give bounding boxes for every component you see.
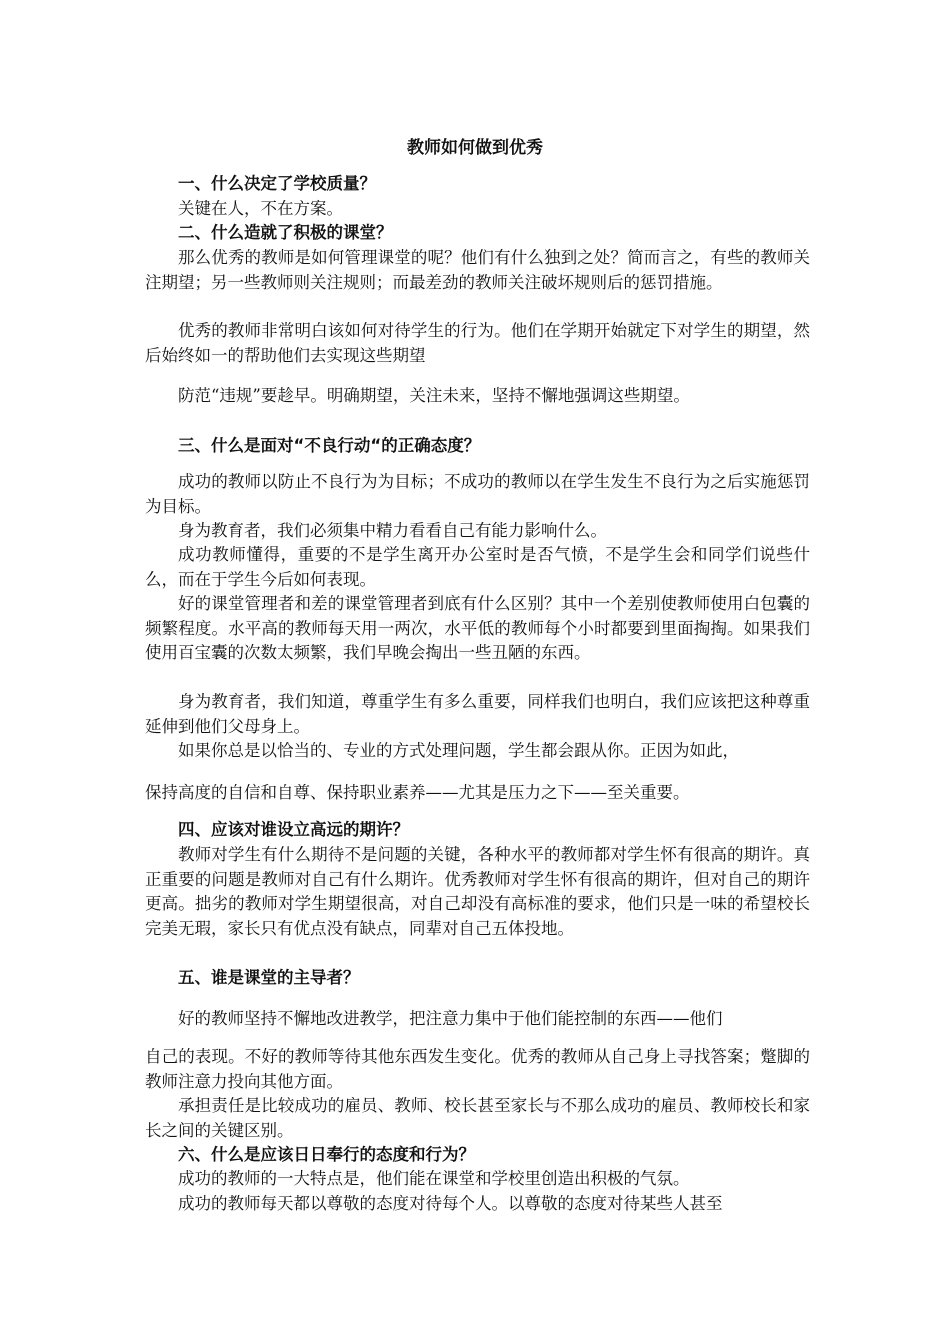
paragraph: 好的教师坚持不懈地改进教学，把注意力集中于他们能控制的东西——他们: [178, 1009, 723, 1028]
paragraph: 成功的教师每天都以尊敬的态度对待每个人。以尊敬的态度对待某些人甚至: [178, 1194, 723, 1213]
section-heading-1: 一、什么决定了学校质量？: [178, 174, 376, 193]
section-heading-6: 六、什么是应该日日奉行的态度和行为？: [178, 1145, 475, 1164]
paragraph: 关键在人，不在方案。: [178, 199, 343, 218]
paragraph: 好的课堂管理者和差的课堂管理者到底有什么区别？其中一个差别使教师使用白包囊的频繁程度。水平高的教师每天用一两次，水平低的教师每个小时都要到里面掏掏。如果我们使用百宝囊的次数太频繁，我们早晚会掏出一些丑陋的东西。: [145, 594, 810, 662]
paragraph: 成功教师懂得，重要的不是学生离开办公室时是否气愤，不是学生会和同学们说些什么，而在于学生今后如何表现。: [145, 545, 810, 589]
section-heading-4: 四、应该对谁设立高远的期许？: [178, 820, 409, 839]
paragraph: 优秀的教师非常明白该如何对待学生的行为。他们在学期开始就定下对学生的期望，然后始终如一的帮助他们去实现这些期望: [145, 321, 810, 365]
paragraph: 成功的教师以防止不良行为为目标；不成功的教师以在学生发生不良行为之后实施惩罚为目标。: [145, 472, 810, 516]
paragraph: 那么优秀的教师是如何管理课堂的呢？他们有什么独到之处？简而言之，有些的教师关注期望；另一些教师则关注规则；而最差劲的教师关注破坏规则后的惩罚措施。: [145, 248, 810, 292]
paragraph: 防范“违规”要趁早。明确期望，关注未来，坚持不懈地强调这些期望。: [178, 386, 690, 405]
paragraph: 保持高度的自信和自尊、保持职业素养——尤其是压力之下——至关重要。: [145, 783, 690, 802]
section-heading-3: 三、什么是面对“不良行动“的正确态度？: [178, 436, 481, 455]
section-heading-2: 二、什么造就了积极的课堂？: [178, 223, 393, 242]
paragraph: 如果你总是以恰当的、专业的方式处理问题，学生都会跟从你。正因为如此，: [178, 741, 739, 760]
paragraph: 身为教育者，我们必须集中精力看看自己有能力影响什么。: [178, 521, 607, 540]
paragraph: 教师对学生有什么期待不是问题的关键，各种水平的教师都对学生怀有很高的期许。真正重要的问题是教师对自己有什么期许。优秀教师对学生怀有很高的期许，但对自己的期许更高。拙劣的教师对学生期望很高，对自己却没有高标准的要求，他们只是一味的希望校长完美无瑕，家长只有优点没有缺点，同辈对自己五体投地。: [145, 845, 810, 938]
section-heading-5: 五、谁是课堂的主导者？: [178, 968, 360, 987]
paragraph: 成功的教师的一大特点是，他们能在课堂和学校里创造出积极的气氛。: [178, 1169, 690, 1188]
paragraph: 承担责任是比较成功的雇员、教师、校长甚至家长与不那么成功的雇员、教师校长和家长之间的关键区别。: [145, 1096, 810, 1140]
document-title: 教师如何做到优秀: [407, 138, 543, 158]
paragraph: 身为教育者，我们知道，尊重学生有多么重要，同样我们也明白，我们应该把这种尊重延伸到他们父母身上。: [145, 692, 810, 736]
paragraph: 自己的表现。不好的教师等待其他东西发生变化。优秀的教师从自己身上寻找答案；蹩脚的教师注意力投向其他方面。: [145, 1047, 810, 1091]
